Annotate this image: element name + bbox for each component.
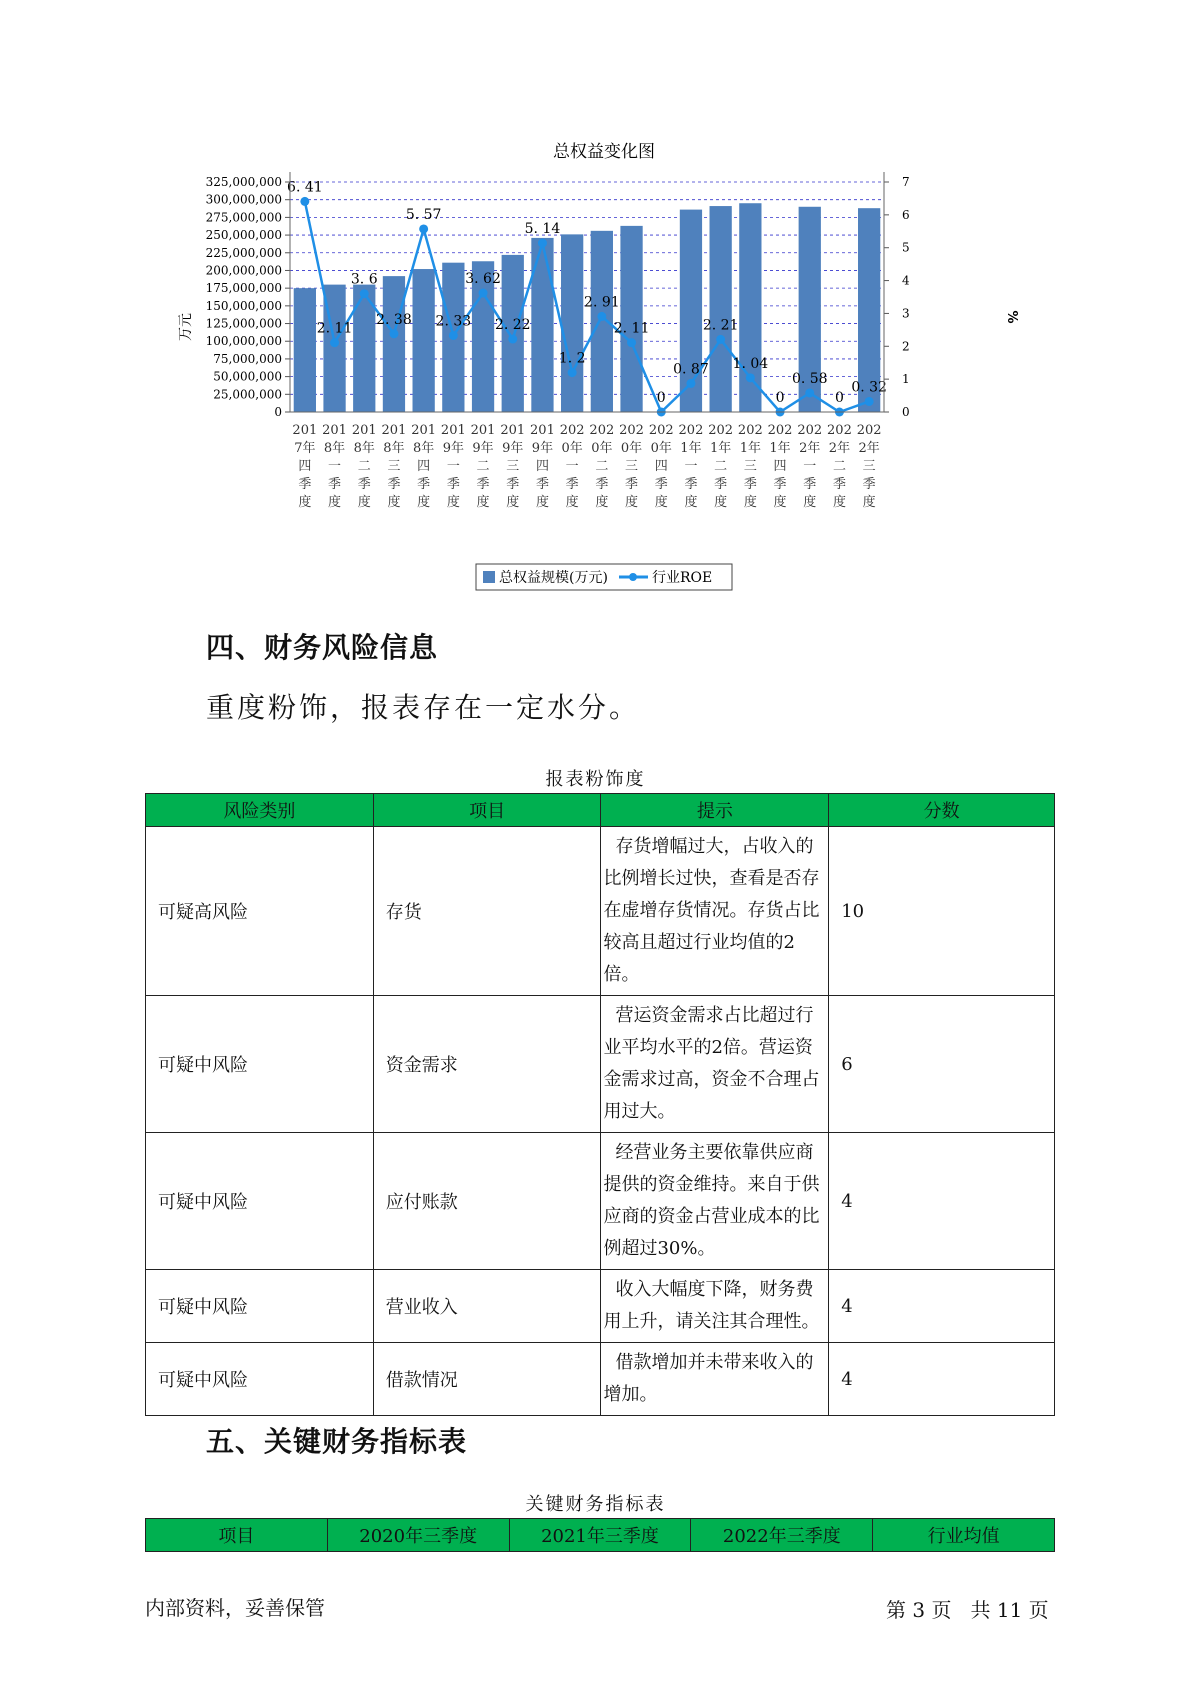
roe-data-label: 2. 22 [494, 317, 531, 334]
x-tick-label: 8年 [323, 441, 346, 456]
risk-category: 可疑中风险 [146, 1270, 374, 1343]
x-tick-label: 2年 [858, 441, 880, 456]
x-tick-label: 7年 [294, 441, 316, 456]
x-tick-label: 一 [565, 459, 579, 474]
x-tick-label: 度 [446, 495, 460, 510]
roe-data-label: 0 [834, 390, 844, 406]
bar [620, 226, 642, 412]
bar [531, 238, 553, 412]
x-tick-label: 四 [654, 459, 668, 474]
indicators-header-row [146, 1519, 1055, 1552]
roe-point [449, 331, 458, 340]
x-tick-label: 季 [298, 477, 312, 492]
y2-tick-label: 5 [902, 240, 910, 255]
risk-table-caption: 报表粉饰度 [545, 769, 646, 790]
x-tick-label: 8年 [353, 441, 375, 456]
risk-item: 存货 [373, 827, 601, 996]
roe-data-label: 0. 58 [791, 370, 828, 387]
roe-data-label: 0 [775, 390, 785, 406]
x-tick-label: 度 [328, 495, 342, 510]
x-tick-label: 202 [856, 423, 882, 438]
y2-tick-label: 0 [902, 405, 910, 419]
risk-score: 4 [829, 1270, 1055, 1343]
y-tick-label: 250,000,000 [205, 228, 282, 243]
x-tick-label: 度 [743, 495, 757, 510]
x-tick-label: 季 [357, 477, 371, 492]
x-tick-label: 二 [832, 459, 846, 474]
x-tick-label: 度 [476, 495, 490, 510]
risk-header-hint: 提示 [601, 794, 829, 827]
y-tick-label: 275,000,000 [205, 210, 282, 225]
x-tick-label: 201 [530, 423, 555, 438]
x-tick-label: 202 [797, 423, 823, 438]
x-tick-label: 二 [357, 459, 371, 474]
risk-item: 借款情况 [373, 1343, 601, 1416]
x-tick-label: 三 [387, 459, 401, 474]
roe-point [805, 388, 814, 397]
x-tick-label: 201 [440, 423, 466, 438]
roe-data-label: 3. 62 [465, 271, 501, 288]
legend-bar-swatch [483, 571, 495, 583]
y-tick-label: 25,000,000 [213, 387, 282, 402]
x-tick-label: 四 [417, 459, 431, 474]
y-tick-label: 300,000,000 [205, 192, 282, 207]
x-tick-label: 度 [387, 495, 401, 510]
y-tick-label: 200,000,000 [205, 263, 282, 278]
bar [383, 276, 405, 412]
roe-point [597, 312, 606, 321]
x-tick-label: 季 [506, 477, 520, 492]
risk-hint: 存货增幅过大，占收入的比例增长过快，查看是否存在虚增存货情况。存货占比较高且超过行业均值的2倍。 [601, 827, 829, 996]
x-tick-label: 202 [708, 423, 734, 438]
x-tick-label: 季 [862, 477, 876, 492]
x-tick-label: 季 [625, 477, 639, 492]
legend-line-marker [629, 573, 637, 581]
table-row [146, 827, 1055, 996]
risk-item: 应付账款 [373, 1133, 601, 1270]
risk-category: 可疑中风险 [146, 1133, 374, 1270]
risk-score: 4 [829, 1343, 1055, 1416]
y2-tick-label: 2 [902, 339, 910, 354]
bar [561, 234, 583, 412]
indicators-table [145, 1518, 1055, 1552]
x-tick-label: 四 [773, 459, 787, 474]
roe-data-label: 5. 14 [524, 221, 561, 238]
x-tick-label: 2年 [799, 441, 821, 456]
x-tick-label: 度 [565, 495, 579, 510]
roe-point [568, 368, 577, 377]
y-tick-label: 325,000,000 [205, 175, 282, 189]
footer-confidential-note: 内部资料，妥善保管 [145, 1596, 325, 1620]
risk-hint: 借款增加并未带来收入的增加。 [601, 1343, 829, 1416]
bar [710, 206, 732, 412]
x-tick-label: 季 [476, 477, 490, 492]
risk-item: 资金需求 [373, 996, 601, 1133]
x-tick-label: 201 [500, 423, 526, 438]
x-tick-label: 度 [714, 495, 728, 510]
x-tick-label: 季 [684, 477, 698, 492]
roe-data-label: 2. 33 [435, 313, 472, 330]
x-tick-label: 度 [535, 495, 549, 510]
roe-point [479, 289, 488, 298]
section-heading-risk: 四、财务风险信息 [206, 631, 439, 664]
x-tick-label: 三 [862, 459, 876, 474]
y-tick-label: 225,000,000 [205, 245, 282, 260]
y-tick-label: 125,000,000 [205, 316, 282, 331]
x-tick-label: 201 [351, 423, 377, 438]
roe-data-label: 2. 91 [584, 294, 620, 311]
bar [294, 288, 316, 412]
x-tick-label: 度 [625, 495, 639, 510]
y-tick-label: 150,000,000 [205, 298, 282, 313]
x-tick-label: 季 [654, 477, 668, 492]
roe-point [360, 289, 369, 298]
risk-hint: 收入大幅度下降，财务费用上升，请关注其合理性。 [601, 1270, 829, 1343]
x-tick-label: 1年 [680, 441, 702, 456]
x-tick-label: 202 [589, 423, 615, 438]
x-tick-label: 202 [678, 423, 704, 438]
x-tick-label: 度 [595, 495, 609, 510]
risk-hint: 经营业务主要依靠供应商提供的资金维持。来自于供应商的资金占营业成本的比例超过30%。 [601, 1133, 829, 1270]
roe-point [508, 335, 517, 344]
risk-category: 可疑中风险 [146, 1343, 374, 1416]
y2-tick-label: 4 [902, 273, 910, 288]
x-tick-label: 度 [862, 495, 876, 510]
x-tick-label: 二 [476, 459, 490, 474]
indicators-table-caption: 关键财务指标表 [525, 1494, 666, 1515]
legend-bar-label: 总权益规模(万元) [499, 570, 608, 586]
y2-tick-label: 7 [902, 175, 910, 189]
x-tick-label: 度 [684, 495, 698, 510]
x-tick-label: 二 [595, 459, 609, 474]
roe-point [686, 379, 695, 388]
bar [413, 269, 435, 412]
x-tick-label: 度 [298, 495, 312, 510]
y2-tick-label: 1 [902, 372, 910, 387]
roe-point [716, 335, 725, 344]
roe-point [300, 197, 309, 206]
risk-category: 可疑中风险 [146, 996, 374, 1133]
footer-page-number: 第 3 页 共 11 页 [886, 1598, 1049, 1622]
x-tick-label: 度 [357, 495, 371, 510]
y-tick-label: 175,000,000 [205, 281, 282, 296]
legend-line-label: 行业ROE [652, 570, 713, 586]
risk-score: 10 [829, 827, 1055, 996]
y-tick-label: 75,000,000 [213, 351, 282, 366]
x-tick-label: 一 [684, 459, 698, 474]
indicators-header-2022q3: 2022年三季度 [691, 1519, 873, 1552]
x-tick-label: 度 [803, 495, 817, 510]
chart-title: 总权益变化图 [553, 142, 655, 162]
table-row [146, 1270, 1055, 1343]
x-tick-label: 202 [648, 423, 674, 438]
x-tick-label: 9年 [531, 441, 554, 456]
x-tick-label: 1年 [710, 441, 732, 456]
x-tick-label: 201 [470, 423, 496, 438]
y-tick-label: 0 [274, 405, 282, 419]
x-tick-label: 0年 [620, 441, 643, 456]
x-tick-label: 202 [619, 423, 644, 438]
x-tick-label: 四 [298, 459, 312, 474]
risk-header-category: 风险类别 [146, 794, 374, 827]
table-row [146, 996, 1055, 1133]
x-tick-label: 201 [292, 423, 318, 438]
bar [502, 255, 524, 412]
roe-data-label: 1. 04 [732, 355, 769, 372]
roe-data-label: 0. 32 [851, 379, 887, 396]
roe-data-label: 1. 2 [558, 350, 586, 367]
roe-data-label: 2. 21 [702, 317, 739, 334]
risk-table [145, 793, 1055, 1416]
x-tick-label: 9年 [472, 441, 494, 456]
x-tick-label: 0年 [650, 441, 672, 456]
roe-point [865, 397, 874, 406]
y-tick-label: 50,000,000 [213, 369, 282, 384]
x-tick-label: 三 [625, 459, 639, 474]
x-tick-label: 季 [832, 477, 846, 492]
section-heading-indicators: 五、关键财务指标表 [206, 1425, 468, 1458]
x-tick-label: 季 [417, 477, 431, 492]
indicators-header-2021q3: 2021年三季度 [509, 1519, 691, 1552]
y-tick-label: 100,000,000 [205, 334, 282, 349]
x-tick-label: 2年 [828, 441, 851, 456]
risk-header-score: 分数 [829, 794, 1055, 827]
x-tick-label: 201 [381, 423, 407, 438]
indicators-header-item: 项目 [146, 1519, 328, 1552]
chart-legend [476, 564, 732, 590]
bar [591, 231, 613, 412]
y2-axis-label: % [1004, 310, 1019, 324]
risk-header-item: 项目 [373, 794, 601, 827]
x-tick-label: 二 [714, 459, 728, 474]
roe-point [389, 329, 398, 338]
x-tick-label: 季 [773, 477, 787, 492]
x-tick-label: 四 [535, 459, 549, 474]
roe-point [538, 239, 547, 248]
x-tick-label: 202 [767, 423, 793, 438]
x-tick-label: 1年 [739, 441, 761, 456]
y-axis-label: 万元 [178, 313, 194, 341]
x-tick-label: 202 [559, 423, 585, 438]
x-tick-label: 度 [417, 495, 431, 510]
roe-data-label: 5. 57 [405, 206, 442, 223]
risk-score: 4 [829, 1133, 1055, 1270]
roe-data-label: 6. 41 [287, 179, 323, 196]
roe-data-label: 2. 11 [613, 320, 650, 337]
risk-table-header-row [146, 794, 1055, 827]
x-tick-label: 季 [803, 477, 817, 492]
equity-chart [170, 135, 1030, 595]
risk-category: 可疑高风险 [146, 827, 374, 996]
x-tick-label: 度 [506, 495, 520, 510]
x-tick-label: 一 [446, 459, 460, 474]
x-tick-label: 202 [827, 423, 852, 438]
risk-score: 6 [829, 996, 1055, 1133]
roe-data-label: 2. 38 [376, 311, 412, 328]
roe-data-label: 2. 11 [316, 320, 353, 337]
x-tick-label: 季 [595, 477, 609, 492]
x-tick-label: 8年 [413, 441, 435, 456]
risk-summary: 重度粉饰，报表存在一定水分。 [206, 691, 641, 724]
x-tick-label: 季 [328, 477, 342, 492]
x-tick-label: 季 [565, 477, 579, 492]
x-tick-label: 8年 [383, 441, 405, 456]
y2-tick-label: 6 [902, 207, 910, 222]
table-row [146, 1133, 1055, 1270]
indicators-header-2020q3: 2020年三季度 [327, 1519, 509, 1552]
roe-data-label: 0. 87 [673, 361, 709, 378]
x-tick-label: 一 [328, 459, 342, 474]
x-tick-label: 9年 [502, 441, 524, 456]
x-tick-label: 三 [506, 459, 520, 474]
roe-data-label: 3. 6 [350, 271, 378, 288]
x-tick-label: 三 [743, 459, 757, 474]
x-tick-label: 9年 [442, 441, 464, 456]
x-tick-label: 度 [773, 495, 787, 510]
x-tick-label: 201 [411, 423, 437, 438]
y2-tick-label: 3 [902, 306, 910, 321]
x-tick-label: 201 [322, 423, 347, 438]
roe-point [627, 338, 636, 347]
risk-item: 营业收入 [373, 1270, 601, 1343]
x-tick-label: 1年 [769, 441, 791, 456]
x-tick-label: 季 [743, 477, 757, 492]
x-tick-label: 度 [832, 495, 846, 510]
roe-point [419, 224, 428, 233]
x-tick-label: 季 [446, 477, 460, 492]
x-tick-label: 度 [654, 495, 668, 510]
risk-hint: 营运资金需求占比超过行业平均水平的2倍。营运资金需求过高，资金不合理占用过大。 [601, 996, 829, 1133]
roe-data-label: 0 [656, 390, 666, 406]
x-tick-label: 季 [714, 477, 728, 492]
indicators-header-industry-avg: 行业均值 [873, 1519, 1055, 1552]
x-tick-label: 0年 [561, 441, 583, 456]
x-tick-label: 202 [737, 423, 763, 438]
table-row [146, 1343, 1055, 1416]
roe-point [330, 338, 339, 347]
x-tick-label: 0年 [591, 441, 613, 456]
x-tick-label: 一 [803, 459, 817, 474]
x-tick-label: 季 [535, 477, 549, 492]
roe-point [746, 373, 755, 382]
x-tick-label: 季 [387, 477, 401, 492]
